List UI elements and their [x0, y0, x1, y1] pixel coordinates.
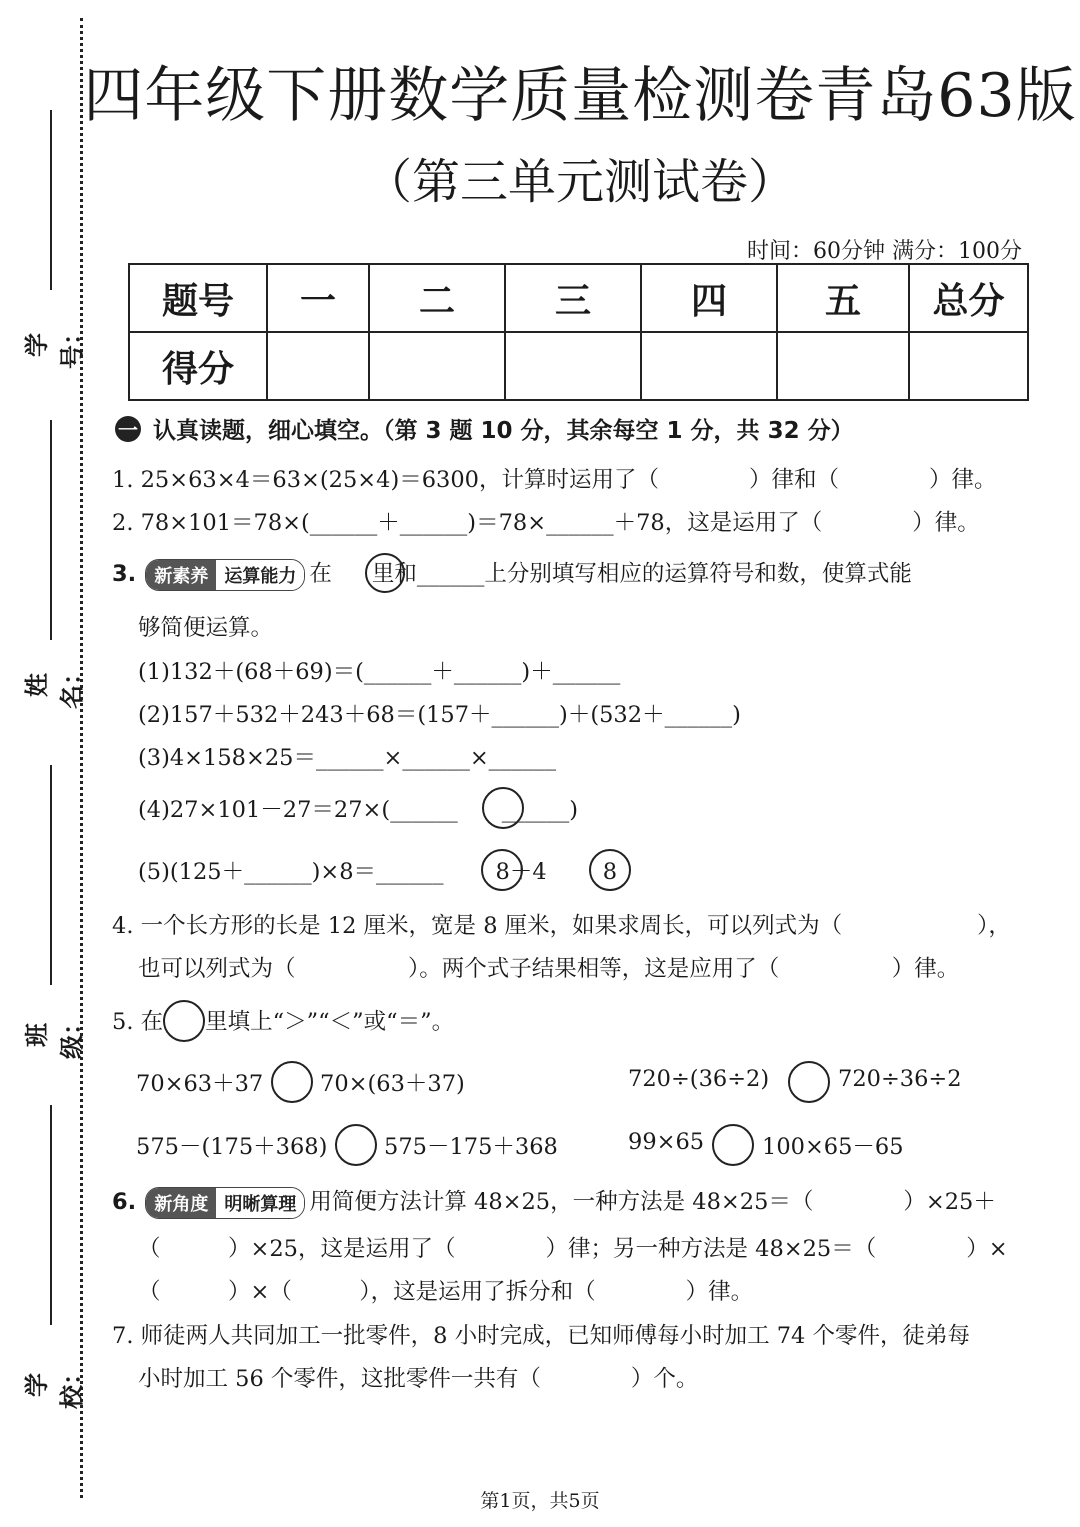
question-number: 3.	[112, 561, 137, 587]
compare-left-1a: 70×63＋37	[136, 1071, 264, 1097]
tag-primary: 新素养	[146, 560, 216, 590]
page-subtitle: （第三单元测试卷）	[363, 154, 796, 210]
part-text: 8＋4	[495, 859, 547, 885]
compare-circle[interactable]	[788, 1061, 830, 1103]
cut-line	[80, 18, 83, 1498]
question-3-part-1: (1)132＋(68＋69)＝(______＋______)＋______	[138, 659, 621, 685]
question-3	[112, 556, 912, 591]
question-3-part-2: (2)157＋532＋243＋68＝(157＋______)＋(532＋______)	[138, 702, 741, 728]
tag-badge	[145, 1187, 305, 1219]
tag-primary: 新角度	[146, 1188, 216, 1218]
compare-right-1b: 70×(63＋37)	[320, 1071, 465, 1097]
question-7: 7. 师徒两人共同加工一批零件，8 小时完成，已知师傅每小时加工 74 个零件，徒弟每	[112, 1323, 971, 1349]
question-text: 里和______上分别填写相应的运算符号和数，使算式能	[371, 561, 912, 587]
question-6	[112, 1184, 996, 1219]
school-line	[50, 1105, 52, 1325]
question-text: 用简便方法计算 48×25，一种方法是 48×25＝（ ）×25＋	[309, 1189, 996, 1215]
name-label: 姓名：	[23, 661, 86, 709]
score-cell: 一	[267, 264, 369, 332]
score-input-cell[interactable]	[505, 332, 641, 400]
tag-badge	[145, 559, 305, 591]
school-label: 学校：	[23, 1361, 86, 1409]
score-table-score-row	[129, 332, 1028, 400]
score-row-label: 得分	[129, 332, 267, 400]
question-3-part-5	[138, 854, 617, 886]
score-input-cell[interactable]	[909, 332, 1028, 400]
question-4-cont: 也可以列式为（ ）。两个式子结果相等，这是应用了（ ）律。	[138, 956, 960, 982]
answer-circle[interactable]	[482, 787, 524, 829]
answer-circle[interactable]	[481, 849, 523, 891]
question-2: 2. 78×101＝78×(______＋______)＝78×______＋78，这是运用了（ ）律。	[112, 510, 980, 536]
class-label: 班级：	[23, 1011, 86, 1059]
score-table	[128, 263, 1029, 401]
score-cell: 三	[505, 264, 641, 332]
score-cell: 题号	[129, 264, 267, 332]
compare-left-2a: 720÷(36÷2)	[628, 1066, 770, 1092]
question-text: 里填上“＞”“＜”或“＝”。	[205, 1009, 455, 1035]
section-number: 一	[115, 416, 141, 442]
question-1: 1. 25×63×4＝63×(25×4)＝6300，计算时运用了（ ）律和（ ）律。	[112, 467, 997, 493]
part-text: ______)	[501, 797, 578, 823]
question-text: 在	[309, 561, 332, 587]
part-text: (4)27×101－27＝27×(______	[138, 797, 458, 823]
score-cell: 总分	[909, 264, 1028, 332]
score-cell: 五	[777, 264, 909, 332]
compare-right-2b: 720÷36÷2	[838, 1066, 962, 1092]
answer-circle[interactable]	[163, 1000, 205, 1042]
question-number: 6.	[112, 1189, 137, 1215]
question-4: 4. 一个长方形的长是 12 厘米，宽是 8 厘米，如果求周长，可以列式为（ ），	[112, 913, 1011, 939]
question-6-cont: （ ）×（ ），这是运用了拆分和（ ）律。	[138, 1279, 754, 1305]
tag-secondary: 运算能力	[216, 560, 304, 590]
score-cell: 四	[641, 264, 777, 332]
page-title: 四年级下册数学质量检测卷青岛63版	[83, 61, 1077, 131]
binding-margin	[0, 0, 90, 1527]
compare-circle[interactable]	[335, 1124, 377, 1166]
score-input-cell[interactable]	[641, 332, 777, 400]
score-table-header-row	[129, 264, 1028, 332]
section-title: 认真读题，细心填空。（第 3 题 10 分，其余每空 1 分，共 32 分）	[153, 418, 854, 444]
score-input-cell[interactable]	[267, 332, 369, 400]
score-input-cell[interactable]	[369, 332, 505, 400]
exam-meta: 时间：60分钟 满分：100分	[747, 239, 1022, 264]
section-heading	[115, 412, 854, 445]
compare-circle[interactable]	[271, 1061, 313, 1103]
question-3-part-3: (3)4×158×25＝______×______×______	[138, 745, 557, 771]
name-line	[50, 420, 52, 640]
score-cell: 二	[369, 264, 505, 332]
compare-left-3a: 575－(175＋368)	[136, 1134, 328, 1160]
answer-circle[interactable]	[589, 849, 631, 891]
compare-right-4b: 100×65－65	[762, 1134, 904, 1160]
part-text: (5)(125＋______)×8＝______	[138, 859, 444, 885]
student-id-label: 学号：	[23, 321, 86, 369]
tag-secondary: 明晰算理	[216, 1188, 304, 1218]
question-text: 5. 在	[112, 1009, 164, 1035]
compare-right-3b: 575－175＋368	[384, 1134, 558, 1160]
compare-circle[interactable]	[712, 1124, 754, 1166]
page-footer: 第1页，共5页	[480, 1490, 600, 1512]
score-input-cell[interactable]	[777, 332, 909, 400]
answer-circle[interactable]	[365, 553, 405, 593]
part-text: 8	[602, 859, 618, 885]
compare-left-4a: 99×65	[628, 1129, 705, 1155]
question-7-cont: 小时加工 56 个零件，这批零件一共有（ ）个。	[138, 1366, 699, 1392]
class-line	[50, 765, 52, 985]
question-3-cont: 够简便运算。	[138, 615, 274, 641]
question-6-cont: （ ）×25，这是运用了（ ）律；另一种方法是 48×25＝（ ）×	[138, 1236, 1008, 1262]
